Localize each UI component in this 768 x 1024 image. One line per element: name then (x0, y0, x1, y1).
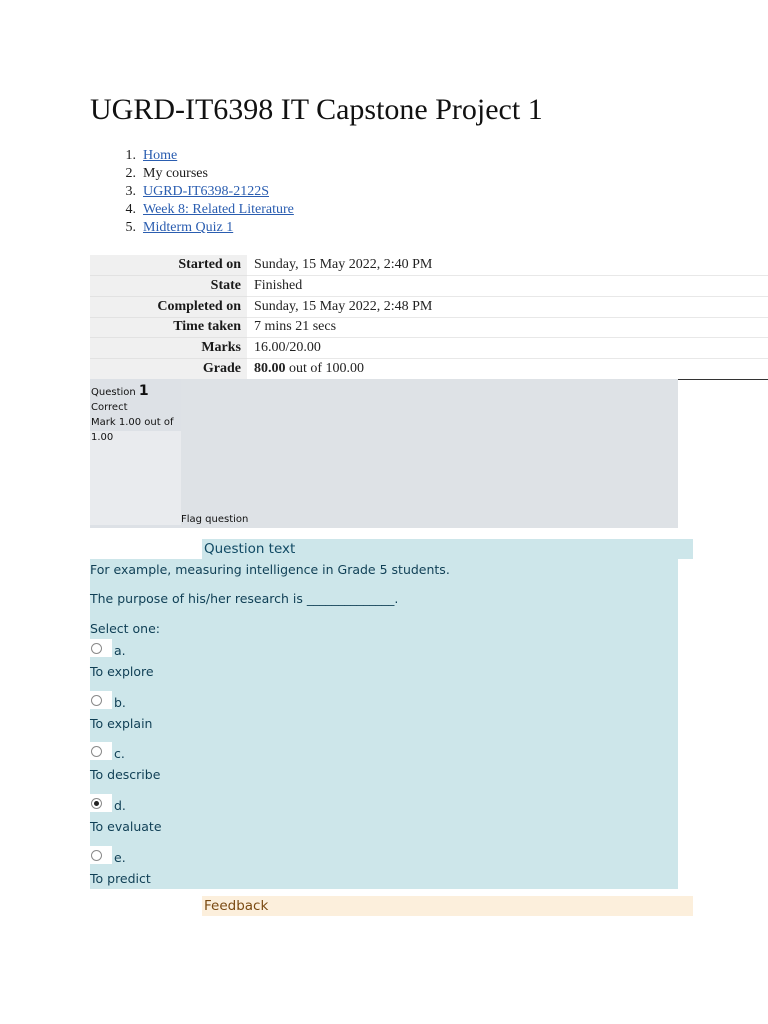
breadcrumb-link-quiz[interactable]: Midterm Quiz 1 (143, 220, 234, 235)
option-letter: a. (114, 643, 126, 658)
summary-label: Completed on (90, 296, 247, 317)
option-text: To explain (90, 716, 153, 731)
breadcrumb-link-home[interactable]: Home (143, 148, 178, 163)
question-info-lower (90, 431, 181, 525)
option-letter: b. (114, 695, 126, 710)
question-prefix: Question (91, 387, 139, 398)
summary-label: Started on (90, 255, 247, 276)
summary-label: State (90, 276, 247, 297)
question-context: For example, measuring intelligence in Grade 5 students. (90, 562, 450, 577)
summary-row-marks (90, 338, 768, 359)
radio-circle-icon (91, 643, 102, 654)
summary-value (247, 358, 768, 379)
summary-label: Grade (90, 358, 247, 379)
question-text-panel (90, 559, 678, 889)
radio-option-b[interactable] (90, 691, 112, 709)
grade-out-of: out of 100.00 (285, 360, 365, 376)
breadcrumb (90, 147, 294, 237)
breadcrumb-link-course[interactable]: UGRD-IT6398-2122S (143, 184, 269, 199)
question-text-header: Question text (202, 539, 693, 559)
radio-option-a[interactable] (90, 639, 112, 657)
answer-option-a (90, 639, 210, 679)
summary-value: Sunday, 15 May 2022, 2:48 PM (247, 296, 768, 317)
radio-circle-icon (91, 746, 102, 757)
summary-value: Sunday, 15 May 2022, 2:40 PM (247, 255, 768, 276)
breadcrumb-number: 2. (125, 166, 136, 181)
flag-question-button[interactable]: Flag question (181, 514, 249, 525)
option-text: To evaluate (90, 819, 162, 834)
question-number-value: 1 (138, 383, 149, 399)
summary-row-started-on (90, 255, 768, 276)
select-one-label: Select one: (90, 621, 161, 636)
grade-value: 80.00 (254, 360, 286, 376)
option-letter: c. (114, 746, 125, 761)
answer-option-e (90, 846, 210, 886)
breadcrumb-item-course (90, 183, 294, 201)
breadcrumb-item-quiz (90, 219, 294, 237)
option-letter: d. (114, 798, 126, 813)
option-text: To explore (90, 664, 154, 679)
radio-selected-icon (91, 798, 102, 809)
radio-circle-icon (91, 695, 102, 706)
radio-circle-icon (91, 850, 102, 861)
breadcrumb-item-week (90, 201, 294, 219)
summary-value: 16.00/20.00 (247, 338, 768, 359)
question-status: Correct (91, 402, 128, 413)
breadcrumb-number: 5. (125, 220, 136, 235)
breadcrumb-label-my-courses: My courses (143, 166, 208, 181)
question-info-panel (90, 379, 181, 528)
summary-label: Time taken (90, 317, 247, 338)
summary-label: Marks (90, 338, 247, 359)
breadcrumb-number: 3. (125, 184, 136, 199)
radio-option-d[interactable] (90, 794, 112, 812)
radio-option-e[interactable] (90, 846, 112, 864)
breadcrumb-number: 1. (125, 148, 136, 163)
feedback-header: Feedback (202, 896, 693, 916)
summary-row-grade (90, 358, 768, 379)
summary-value: 7 mins 21 secs (247, 317, 768, 338)
option-text: To predict (90, 871, 151, 886)
answer-option-b (90, 691, 210, 731)
breadcrumb-item-my-courses (90, 165, 294, 183)
breadcrumb-item-home (90, 147, 294, 165)
question-mark: Mark 1.00 out of 1.00 (91, 417, 174, 443)
summary-row-completed-on (90, 296, 768, 317)
summary-value: Finished (247, 276, 768, 297)
option-letter: e. (114, 850, 126, 865)
question-number (91, 384, 181, 400)
option-text: To describe (90, 767, 161, 782)
answer-option-c (90, 742, 210, 782)
breadcrumb-link-week[interactable]: Week 8: Related Literature (143, 202, 294, 217)
radio-option-c[interactable] (90, 742, 112, 760)
breadcrumb-number: 4. (125, 202, 136, 217)
attempt-summary-table (90, 255, 768, 380)
page-title: UGRD-IT6398 IT Capstone Project 1 (90, 93, 543, 126)
question-prompt: The purpose of his/her research is ______________. (90, 591, 399, 606)
summary-row-time-taken (90, 317, 768, 338)
question-content-area (181, 379, 678, 528)
summary-row-state (90, 276, 768, 297)
answer-option-d (90, 794, 210, 834)
